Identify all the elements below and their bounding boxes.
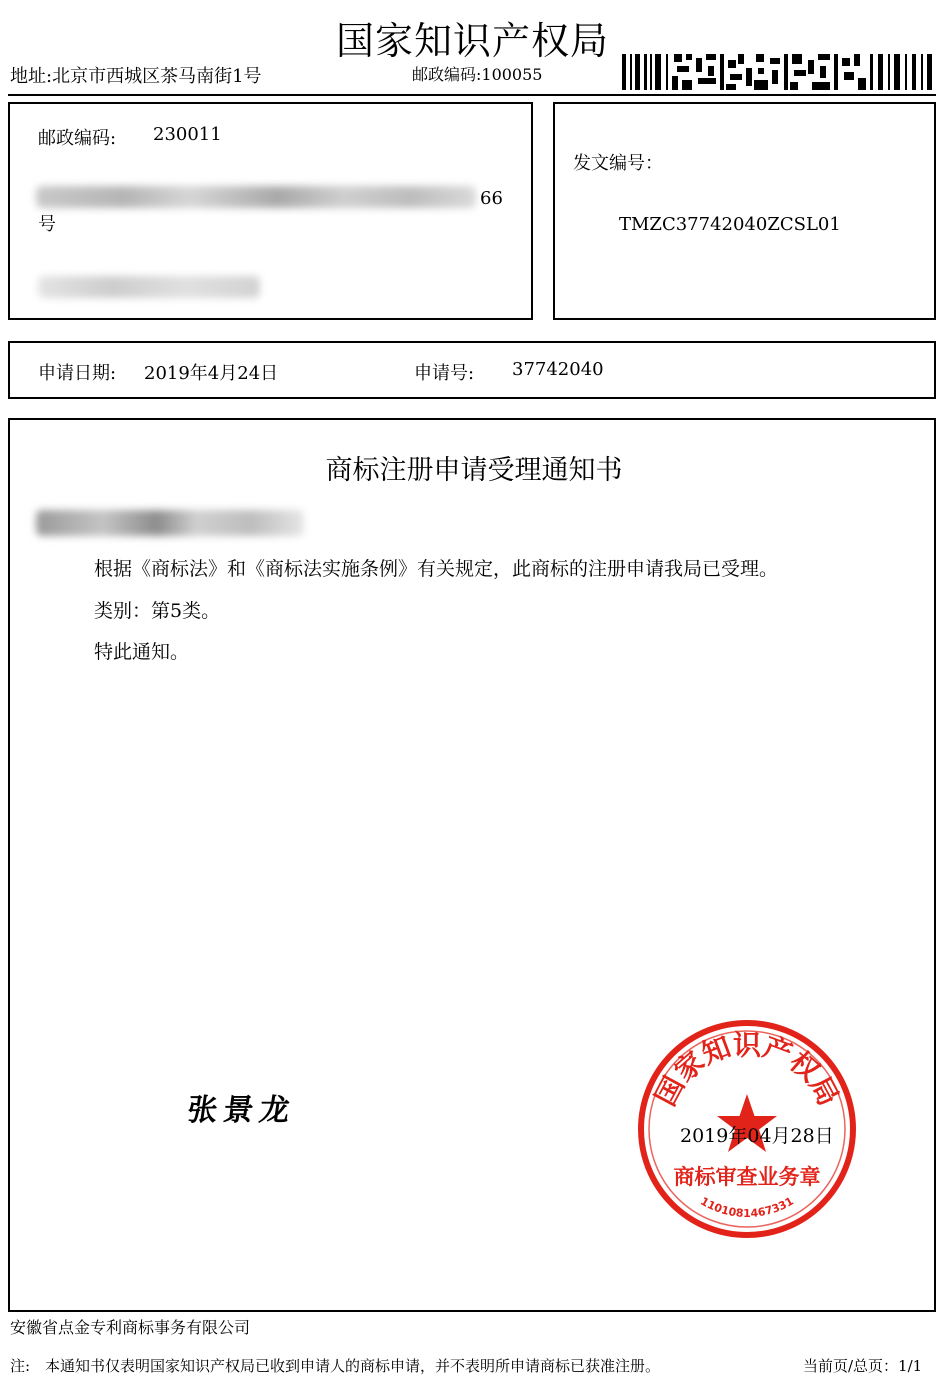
notice-category: 类别：第5类。 (94, 600, 221, 622)
agency-name: 安徽省点金专利商标事务有限公司 (10, 1318, 251, 1337)
office-title: 国家知识产权局 (335, 19, 609, 63)
application-number: 37742040 (512, 359, 604, 380)
document-number: TMZC37742040ZCSL01 (619, 214, 841, 235)
office-address: 地址:北京市西城区茶马南街1号 (10, 66, 262, 87)
barcode-icon (622, 54, 932, 90)
recipient-address-line2: 号 (38, 214, 56, 235)
application-date-label: 申请日期: (38, 363, 117, 384)
notice-paragraph: 根据《商标法》和《商标法实施条例》有关规定，此商标的注册申请我局已受理。 (94, 558, 779, 580)
header-divider (8, 94, 936, 96)
recipient-box (8, 102, 533, 320)
document-number-label: 发文编号： (573, 153, 663, 174)
footer-note: 注: 本通知书仅表明国家知识产权局已收到申请人的商标申请，并不表明所申请商标已获准注册。 (10, 1357, 661, 1375)
seal-code: 1101081467331 (698, 1194, 796, 1220)
recipient-postcode: 230011 (153, 124, 222, 145)
application-number-label: 申请号: (414, 363, 475, 384)
page-count: 当前页/总页：1/1 (803, 1357, 923, 1375)
issue-date: 2019年04月28日 (680, 1125, 834, 1147)
signature: 张景龙 (185, 1093, 298, 1128)
document-number-box (553, 102, 936, 320)
recipient-postcode-label: 邮政编码: (38, 128, 117, 149)
seal-purpose: 商标审查业务章 (673, 1165, 821, 1189)
seal-office-name: 国家知识产权局 (648, 1028, 846, 1112)
application-date: 2019年4月24日 (144, 363, 279, 384)
applicant-name-redacted (36, 510, 304, 536)
recipient-company-redacted (38, 276, 260, 298)
notice-closing: 特此通知。 (94, 641, 190, 663)
application-info-box (8, 341, 936, 399)
office-postcode: 邮政编码:100055 (412, 65, 543, 84)
recipient-address-tail: 66 (480, 188, 503, 209)
notice-title: 商标注册申请受理通知书 (325, 455, 623, 486)
